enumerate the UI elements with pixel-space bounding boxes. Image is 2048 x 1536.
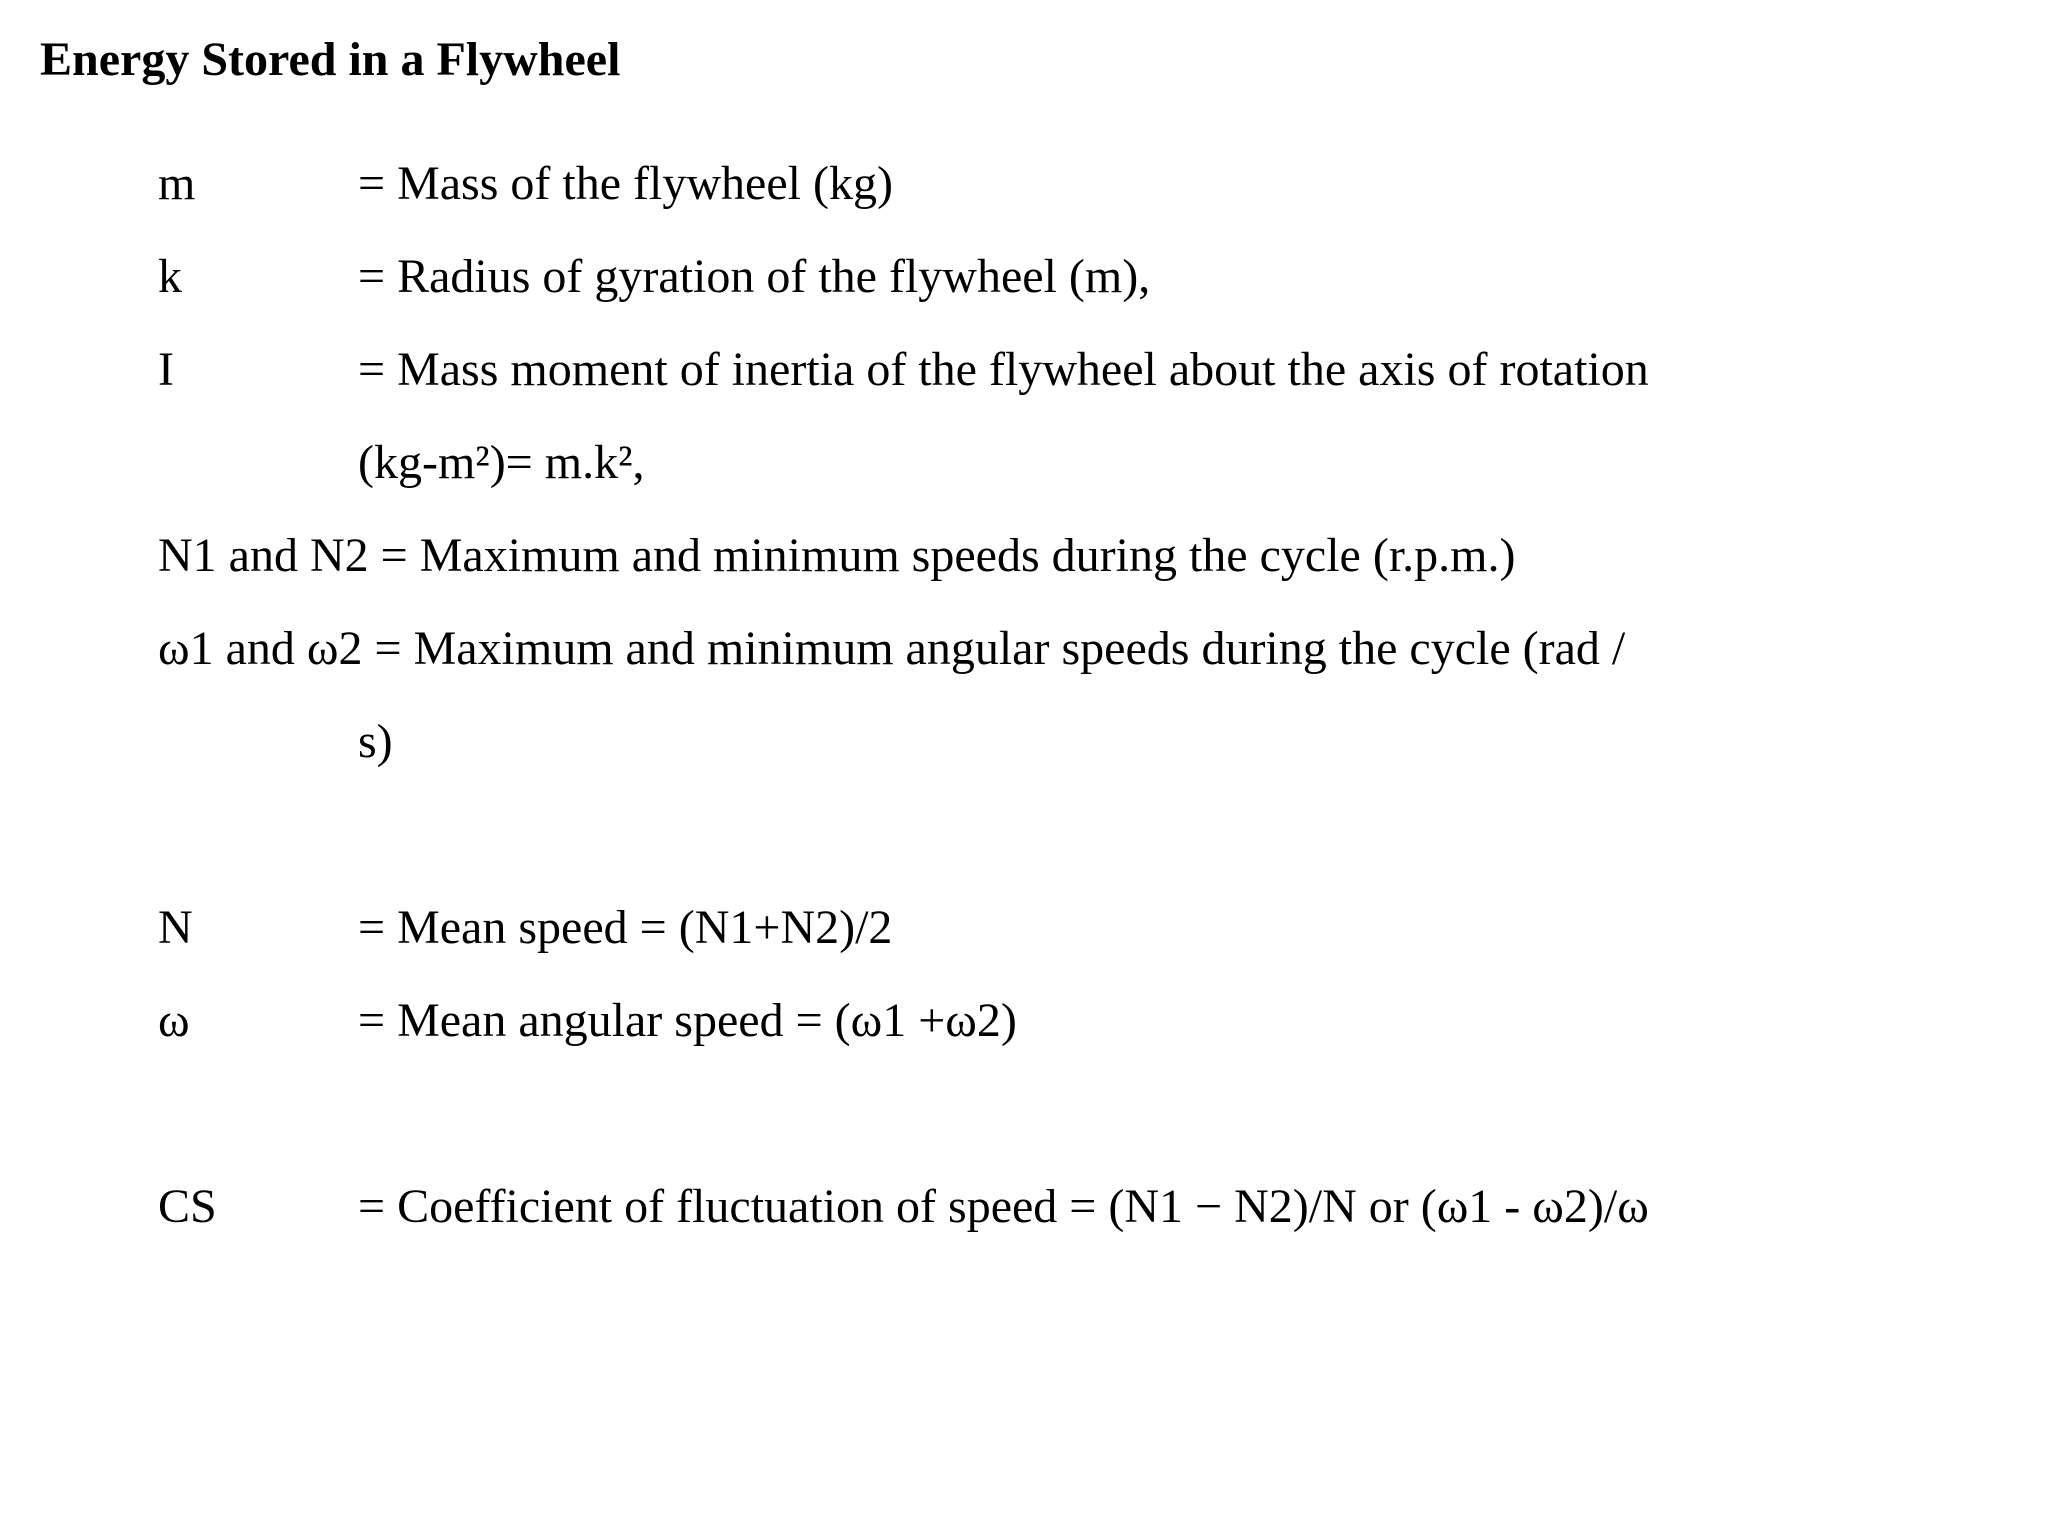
definition-text-k: = Radius of gyration of the flywheel (m),: [358, 250, 1151, 303]
definition-continuation-omega: s): [358, 715, 393, 768]
definition-symbol-omega: ω: [158, 994, 190, 1047]
definition-text-cs: = Coefficient of fluctuation of speed = (N1 − N2)/N or (ω1 - ω2)/ω: [358, 1180, 1649, 1233]
definition-omega1-omega2: ω1 and ω2 = Maximum and minimum angular speeds during the cycle (rad /: [158, 622, 1626, 675]
definition-text-omega: = Mean angular speed = (ω1 +ω2): [358, 994, 1017, 1047]
definition-text-i: = Mass moment of inertia of the flywheel about the axis of rotation: [358, 343, 1649, 396]
document-title: Energy Stored in a Flywheel: [40, 33, 621, 86]
definition-symbol-i: I: [158, 343, 174, 396]
definition-symbol-cs: CS: [158, 1180, 217, 1233]
definition-symbol-m: m: [158, 157, 196, 210]
definition-symbol-k: k: [158, 250, 182, 303]
definition-text-m: = Mass of the flywheel (kg): [358, 157, 893, 210]
definition-text-n: = Mean speed = (N1+N2)/2: [358, 901, 893, 954]
definition-continuation-i: (kg-m²)= m.k²,: [358, 436, 645, 489]
definition-symbol-n: N: [158, 901, 193, 954]
definition-n1-n2: N1 and N2 = Maximum and minimum speeds during the cycle (r.p.m.): [158, 529, 1516, 582]
